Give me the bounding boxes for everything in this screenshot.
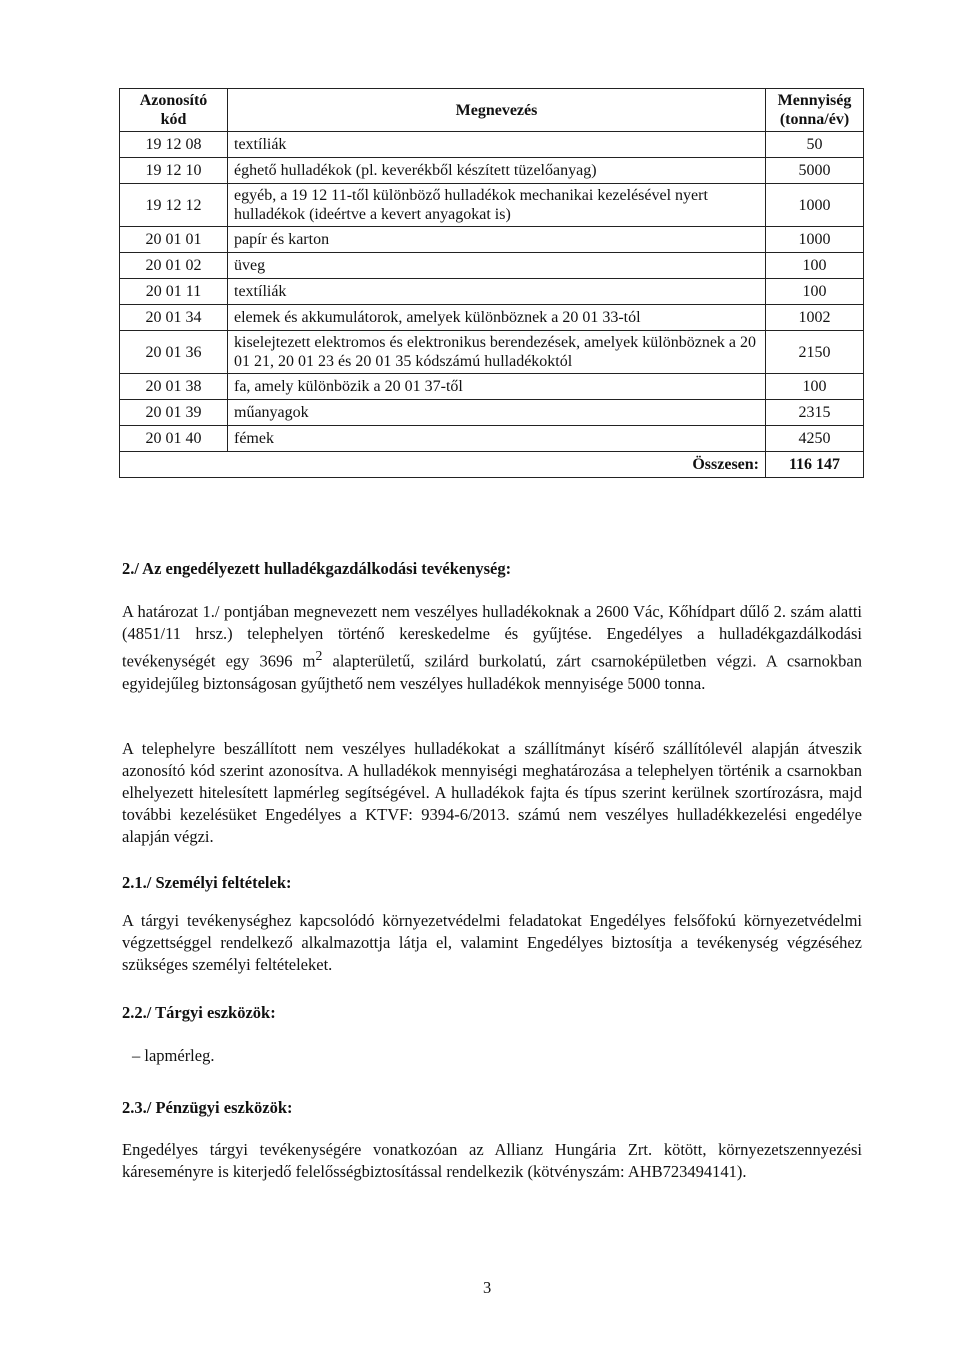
- table-row: [120, 331, 864, 374]
- section23-text: Engedélyes tárgyi tevékenységére vonatkozóan az Allianz Hungária Zrt. kötött, környezetszennyezési káreseményre is kiterjedő felelősségbiztosítással rendelkezik (kötvényszám: AHB723494141).: [122, 1140, 862, 1181]
- table-row: [120, 227, 864, 253]
- row-qty: 100: [766, 279, 864, 305]
- section2-paragraph2: A telephelyre beszállított nem veszélyes hulladékokat a szállítmányt kísérő szállítólevél alapján átveszik azonosító kód szerint azonosítva. A hulladékok mennyiségi meghatározása a telephelyen történik a csarnokban elhelyezett hitelesített lapmérleg segítségével. A hulladékok fajta és típus szerint kerülnek szortírozásra, majd további kezelésüket Engedélyes a KTVF: 9394-6/2013. számú nem veszélyes hulladékkezelési engedélye alapján végzi.: [122, 739, 862, 846]
- row-name: fémek: [228, 426, 766, 452]
- waste-table: [119, 88, 864, 478]
- header-name: Megnevezés: [228, 89, 766, 132]
- header-qty: [766, 89, 864, 132]
- section2-p1-part-b: alapterületű, szilárd burkolatú, zárt csarnoképületben végzi. A csarnokban egyidejűleg biztonságosan gyűjthető nem veszélyes hulladékok mennyisége 5000 tonna.: [122, 651, 862, 693]
- table-header-row: [120, 89, 864, 132]
- row-name: üveg: [228, 253, 766, 279]
- total-value: 116 147: [766, 452, 864, 478]
- row-code: 20 01 39: [120, 400, 228, 426]
- row-name: kiselejtezett elektromos és elektronikus berendezések, amelyek különböznek a 20 01 21, 20 01 23 és 20 01 35 kódszámú hulladékoktól: [228, 331, 766, 374]
- header-qty-line2: (tonna/év): [779, 111, 850, 128]
- section21-heading: 2.1./ Személyi feltételek:: [122, 873, 292, 892]
- total-label: Összesen:: [120, 452, 766, 478]
- row-code: 19 12 10: [120, 158, 228, 184]
- row-qty: 2150: [766, 331, 864, 374]
- table-row: [120, 279, 864, 305]
- table-row: [120, 400, 864, 426]
- row-name: textíliák: [228, 132, 766, 158]
- section21-text: A tárgyi tevékenységhez kapcsolódó környezetvédelmi feladatokat Engedélyes felsőfokú környezetvédelmi végzettséggel rendelkező alkalmazottja látja el, valamint Engedélyes biztosítja a tevékenység végzéséhez szükséges személyi feltételeket.: [122, 911, 862, 974]
- section2-p1-part-a: A határozat 1./ pontjában megnevezett nem veszélyes hulladékoknak a 2600 Vác, Kőhídpart dűlő 2. szám alatti (4851/11 hrsz.) telephelyen történő kereskedelme és gyűjtése. Engedélyes a hulladékgazdálkodási tevékenységét egy 3696 m: [122, 602, 862, 671]
- row-name: fa, amely különbözik a 20 01 37-től: [228, 374, 766, 400]
- row-qty: 1000: [766, 227, 864, 253]
- row-qty: 100: [766, 253, 864, 279]
- row-name: papír és karton: [228, 227, 766, 253]
- row-qty: 100: [766, 374, 864, 400]
- row-code: 20 01 11: [120, 279, 228, 305]
- row-qty: 5000: [766, 158, 864, 184]
- row-name: elemek és akkumulátorok, amelyek különböznek a 20 01 33-tól: [228, 305, 766, 331]
- row-code: 20 01 36: [120, 331, 228, 374]
- row-code: 20 01 38: [120, 374, 228, 400]
- table-row: [120, 253, 864, 279]
- row-code: 19 12 12: [120, 184, 228, 227]
- header-code-line2: kód: [160, 111, 187, 128]
- page-number: 3: [483, 1278, 492, 1297]
- row-code: 20 01 34: [120, 305, 228, 331]
- section2-heading: 2./ Az engedélyezett hulladékgazdálkodási tevékenység:: [122, 559, 512, 578]
- row-qty: 2315: [766, 400, 864, 426]
- row-qty: 1002: [766, 305, 864, 331]
- row-name: textíliák: [228, 279, 766, 305]
- row-qty: 50: [766, 132, 864, 158]
- section22-heading: 2.2./ Tárgyi eszközök:: [122, 1003, 276, 1022]
- row-qty: 4250: [766, 426, 864, 452]
- section23-heading: 2.3./ Pénzügyi eszközök:: [122, 1098, 293, 1117]
- table-row: [120, 158, 864, 184]
- table-row: [120, 426, 864, 452]
- header-qty-line1: Mennyiség: [777, 92, 852, 109]
- row-name: egyéb, a 19 12 11-től különböző hulladékok mechanikai kezelésével nyert hulladékok (ideértve a kevert anyagokat is): [228, 184, 766, 227]
- row-code: 19 12 08: [120, 132, 228, 158]
- table-total-row: [120, 452, 864, 478]
- header-code: [120, 89, 228, 132]
- row-name: műanyagok: [228, 400, 766, 426]
- table-row: [120, 132, 864, 158]
- section2-paragraph1: [122, 601, 862, 695]
- table-row: [120, 374, 864, 400]
- section22-item: – lapmérleg.: [132, 1046, 215, 1065]
- table-row: [120, 184, 864, 227]
- row-name: éghető hulladékok (pl. keverékből készített tüzelőanyag): [228, 158, 766, 184]
- row-code: 20 01 01: [120, 227, 228, 253]
- header-code-line1: Azonosító: [139, 92, 208, 109]
- table-row: [120, 305, 864, 331]
- row-code: 20 01 02: [120, 253, 228, 279]
- row-code: 20 01 40: [120, 426, 228, 452]
- superscript-2: 2: [315, 648, 323, 663]
- row-qty: 1000: [766, 184, 864, 227]
